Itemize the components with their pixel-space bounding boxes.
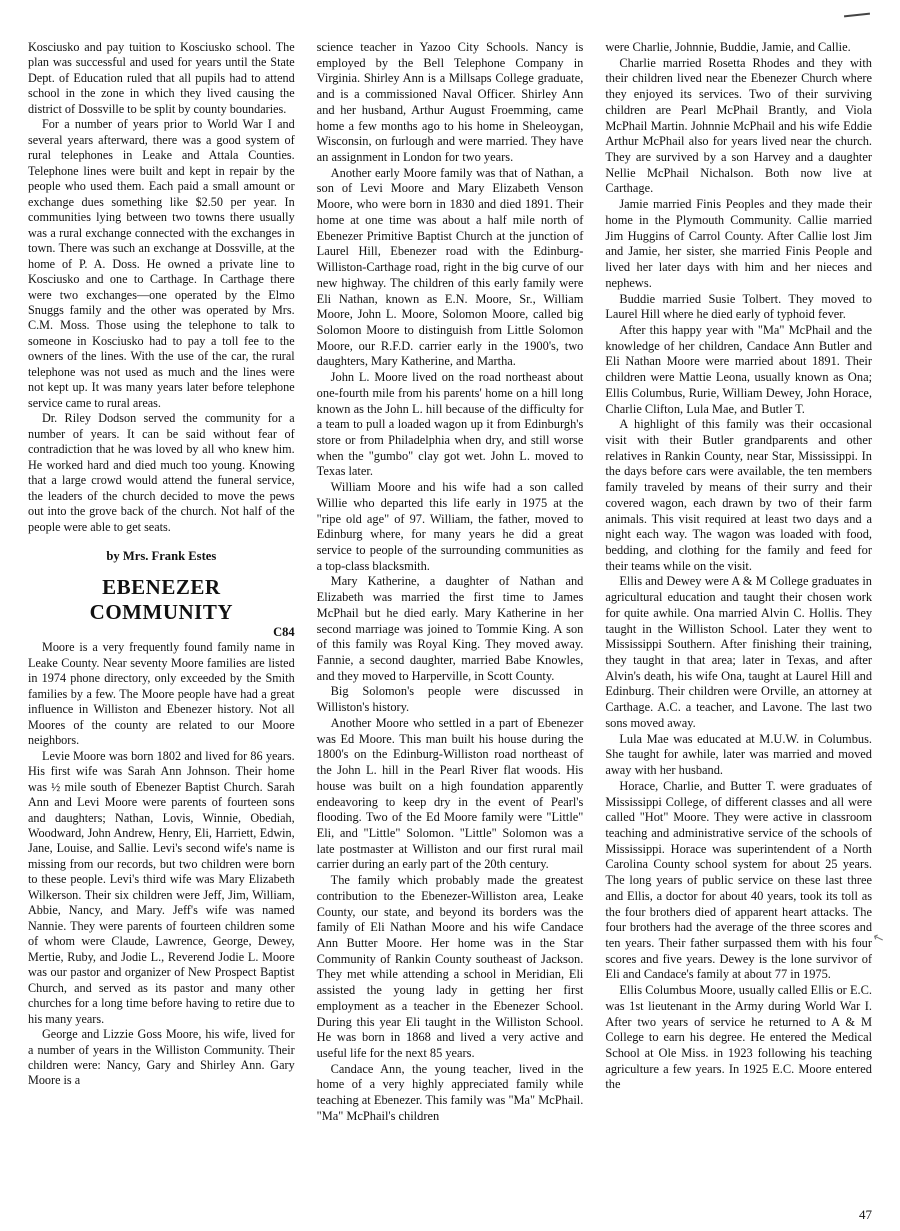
body-paragraph: Ellis and Dewey were A & M College graduates in agricultural education and taught their chosen work for quite awhile. Ona married Alvin C. Hollis. They taught in the Williston School. Later they went to Mississippi Southern. After finishing their training, they taught in that area; later in Texas, and after Alvin's death, his wife Ona, taught at Laurel Hill and Edinburg. Their children were Orville, an attorney at Carthage. A.C. a teacher, and Lavone. The last two sons moved away. <box>605 574 873 730</box>
body-paragraph: Charlie married Rosetta Rhodes and they with their children lived near the Ebenezer Church where they enjoyed its services. Two of their surviving children are Pearl McPhail Brantly, and Viola McPhail Martin. Johnnie McPhail and his wife Eddie Arthur McPhail also for years lived near the church. They are survived by a son Harvey and a daughter Nellie McPhail Nichalson. Both now live at Carthage. <box>605 55 873 196</box>
body-paragraph: Buddie married Susie Tolbert. They moved to Laurel Hill where he died early of typhoid fever. <box>605 291 873 322</box>
body-paragraph: A highlight of this family was their occasional visit with their Butler grandparents and other relatives in Rankin County, near Star, Mississippi. In the days before cars were available, the ten members family traveled by means of their surry and their covered wagon, each drawn by two of their farm animals. This visit required at least two days and a night each way. The wagon was loaded with food, bedding, and clothing for the family and feed for their teams while on the visit. <box>605 417 873 573</box>
body-paragraph: Kosciusko and pay tuition to Kosciusko school. The plan was successful and used for years until the State Dept. of Education ruled that all pupils had to attend school in the zone in which they lived causing the district of Dossville to be split by county boundaries. <box>28 40 295 116</box>
body-paragraph: Mary Katherine, a daughter of Nathan and Elizabeth was married the first time to James McPhail but he died early. Mary Katherine in her second marriage was joined to Tommie King. A son of this family was Royal King. They moved away. Fannie, a second daughter, married Babe Knowles, and they moved to Harperville, in Scott County. <box>316 574 584 683</box>
body-paragraph: Ellis Columbus Moore, usually called Ellis or E.C. was 1st lieutenant in the Army during World War I. After two years of service he returned to A & M College to earn his degree. He entered the Medical School at Ole Miss. in 1923 following his teaching agriculture a few years. In 1925 E.C. Moore entered the <box>605 983 873 1092</box>
text-column-2 <box>317 40 584 1125</box>
text-column-3 <box>605 40 872 1093</box>
body-paragraph: Another early Moore family was that of Nathan, a son of Levi Moore and Mary Elizabeth Venson Moore, who were born in 1830 and died 1891. Their home at one time was about a half mile north of Ebenezer Primitive Baptist Church at the junction of Laurel Hill, Ebenezer road with the Edinburg-Williston-Carthage road, right in the big curve of our new highway. The children of this early family were Eli Nathan, known as E.N. Moore, Sr., William Moore, John L. Moore, Solomon Moore, called big Solomon Moore to distinguish from Little Solomon Moore, our R.F.D. carrier early in the 1900's, two daughters, Mary Katherine, and Martha. <box>316 165 584 369</box>
body-paragraph: For a number of years prior to World War I and several years afterward, there was a good system of rural telephones in Leake and Attala Counties. Telephone lines were built and kept in repair by the people who used them. Each paid a small amount or exchange dues something like $2.50 per year. In communities lying between two towns there usually was a rural exchange connected with the exchanges in town. There was such an exchange at Dossville, at the home of P. A. Doss. He owned a private line to Kosciusko and one to Carthage. In Carthage there were two exchanges—one operated by the Elmo Snuggs family and the other was operated by Mrs. C.M. Moss. Those using the telephone to talk to someone in Kosciusko had to pay a toll fee to the owners of the lines. With the use of the car, the rural telephone was not used as much and the lines were not kept up. It was many years later before telephone service came to rural areas. <box>28 117 295 410</box>
body-paragraph: Candace Ann, the young teacher, lived in the home of a very highly appreciated family while teaching at Ebenezer. This family was "Ma" McPhail. "Ma" McPhail's children <box>316 1061 584 1123</box>
body-paragraph: science teacher in Yazoo City Schools. Nancy is employed by the Bell Telephone Company in Virginia. Shirley Ann is a Millsaps College graduate, and is a commissioned Naval Officer. Shirley Ann and her husband, Arthur August Froemming, came home a few months ago to his home in Sheleoygan, Wisconsin, on furlough and were married. They have an assignment in London for two years. <box>316 40 584 165</box>
body-paragraph: were Charlie, Johnnie, Buddie, Jamie, and Callie. <box>605 40 851 54</box>
page-number: 47 <box>859 1207 872 1222</box>
text-column-1 <box>28 40 295 1089</box>
body-paragraph: Another Moore who settled in a part of Ebenezer was Ed Moore. This man built his house during the 1800's on the Edinburg-Williston road northeast of the John L. hill in the Pearl River flat woods. His house was built on a high foundation apparently endeavoring to keep dry in the event of Pearl's flooding. Two of the Ed Moore family were "Little" Eli, and "Little" Solomon. "Little" Solomon was a late postmaster at Williston and our first rural mail carrier during an early part of the 20th century. <box>316 715 584 872</box>
section-title: EBENEZER COMMUNITY <box>89 574 233 624</box>
section-code: C84 <box>273 624 295 639</box>
body-paragraph: William Moore and his wife had a son called Willie who departed this life early in 1975 at the "ripe old age" of 97. William, the father, moved to Edinburg where, for many years he did a great service to people of the surrounding communities as a top-class blacksmith. <box>316 480 584 573</box>
body-paragraph: Lula Mae was educated at M.U.W. in Columbus. She taught for awhile, later was married and moved away with her husband. <box>605 731 873 778</box>
body-paragraph: Levie Moore was born 1802 and lived for 86 years. His first wife was Sarah Ann Johnson. Their home was ½ mile south of Ebenezer Baptist Church. Sarah Ann and Levi Moore were parents of fourteen sons and daughters; Nathan, Lovis, Winnie, Obediah, Woodward, John Andrew, Henry, Eli, Harriett, Edwin, Jane, Louise, and Sallie. Levi's second wife's name is missing from our records, but two children were born to these people. Levi's third wife was Mary Elizabeth Wilkerson. Their six children were Jeff, Jim, William, Abbie, Nancy, and Mary. Jeff's wife was named Nannie. They were parents of fourteen children some of whom were Claude, Lawrence, George, Dewey, Mertie, Ruby, and Jodie L., Reverend Jodie L. Moore was our pastor and organizer of New Prospect Baptist Church, and served as its pastor and many other churches for a long time before having to retire due to his many years. <box>28 748 295 1026</box>
body-paragraph: After this happy year with "Ma" McPhail and the knowledge of her children, Candace Ann Butler and Eli Nathan Moore were married about 1891. Their children were Mattie Leona, usually known as Ona; Ellis Columbus, Rurie, William Dewey, John Horace, Charlie Clifton, Lula Mae, and Butler T. <box>605 322 873 416</box>
body-paragraph: Big Solomon's people were discussed in Williston's history. <box>316 684 584 715</box>
body-paragraph: Horace, Charlie, and Butter T. were graduates of Mississippi College, of different classes and all were called "Hot" Moore. They were active in classroom teaching and administrative service of the schools of Mississippi. Horace was superintendent of a North Carolina County school system for about 25 years. The long years of public service on these last three and Ellis, a doctor for about 40 years, took its toll as the four brothers died of apparent heart attacks. The four brothers had the average of the three scores and ten years. Their father surpassed them with his four scores and five years. Dewey is the lone survivor of Eli and Candace's family at about 77 in 1975. <box>605 778 873 982</box>
body-paragraph: The family which probably made the greatest contribution to the Ebenezer-Williston area, Leake County, our state, and beyond its borders was the family of Eli Nathan Moore and his wife Candace Ann Butter Moore. Her home was in the Star Community of Rankin County southeast of Jackson. They met while attending a school in Meridian, Eli assisted the young lady in getting her first employment as a teacher in the Ebenezer School. During this year Eli taught in the Williston School. He was born in 1868 and lived a very active and useful life for the next 85 years. <box>316 873 584 1060</box>
article-byline: by Mrs. Frank Estes <box>106 549 217 563</box>
scan-corner-mark <box>844 13 870 18</box>
scan-side-mark: ↖ <box>870 928 887 947</box>
body-paragraph: George and Lizzie Goss Moore, his wife, lived for a number of years in the Williston Community. Their children were: Nancy, Gary and Shirley Ann. Gary Moore is a <box>28 1027 295 1088</box>
body-paragraph: Jamie married Finis Peoples and they made their home in the Plymouth Community. Callie married Jim Huggins of Carrol County. After Callie lost Jim and Jamie, her sister, she married Finis People and lived her later days with him and her nieces and nephews. <box>605 197 873 290</box>
body-paragraph: Dr. Riley Dodson served the community for a number of years. It can be said without fear of contradiction that he was loved by all who knew him. He worked hard and died much too young. Knowing that a large crowd would attend the funeral service, the leaders of the church decided to move the pews out into the grove back of the church. Not half of the people were able to get seats. <box>28 411 295 534</box>
body-paragraph: Moore is a very frequently found family name in Leake County. Near seventy Moore families are listed in 1974 phone directory, only exceeded by the Smith families by a few. The Moore people have had a great influence in Williston and Ebenezer history. Not all Moores of the county are related to our Moore neighbors. <box>28 640 295 748</box>
body-paragraph: John L. Moore lived on the road northeast about one-fourth mile from his parents' home on a hill long known as the John L. hill because of the difficulty for a team to pull a loaded wagon up it from Edinburgh's store or from Philadelphia when dry, and still worse when the "gumbo" clay got wet. John L. moved to Texas later. <box>316 370 584 479</box>
column-container <box>28 40 872 1125</box>
